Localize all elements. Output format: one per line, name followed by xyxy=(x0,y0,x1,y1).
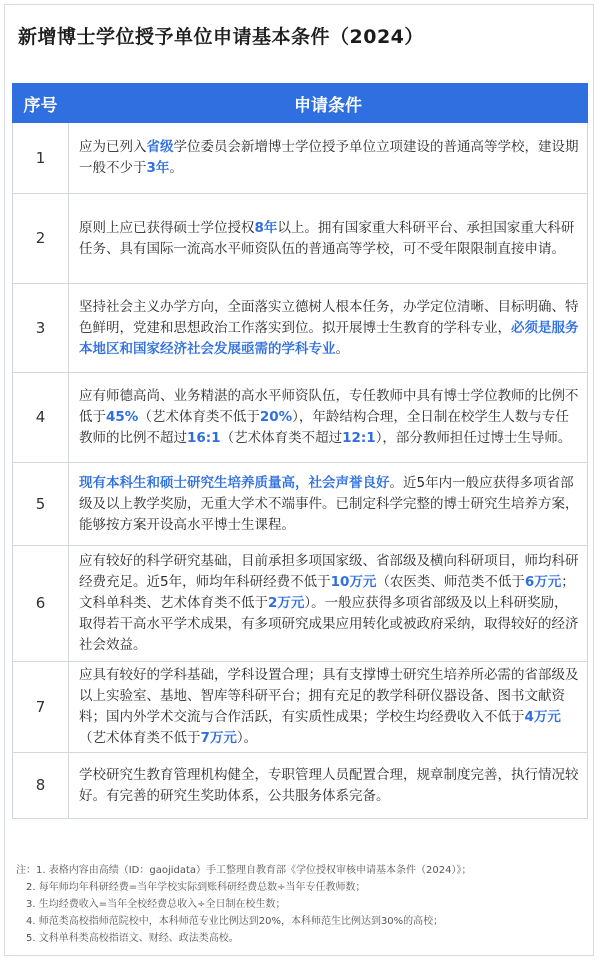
header-condition: 申请条件 xyxy=(69,84,588,123)
highlight-text: 45% xyxy=(106,409,139,425)
row-number: 1 xyxy=(13,123,69,194)
row-condition xyxy=(69,123,588,194)
condition-text: ），部分教师担任过博士生导师。 xyxy=(375,430,572,446)
highlight-text: 12:1 xyxy=(342,430,376,446)
condition-text: 以上。拥有国家重大科研平台、承担国家重大科研任务、具有国际一流高水平师资队伍的普通高等学校，可不受年限限制直接申请。 xyxy=(79,219,575,257)
row-condition xyxy=(69,373,588,463)
row-condition xyxy=(69,753,588,819)
highlight-text: 省级 xyxy=(146,139,174,155)
row-condition xyxy=(69,463,588,546)
highlight-text: 2万元 xyxy=(268,595,305,611)
footnote-line: 2. 每年师均年科研经费=当年学校实际到账科研经费总数÷当年专任教师数； xyxy=(26,882,366,893)
row-number: 4 xyxy=(13,373,69,463)
highlight-text: 20% xyxy=(259,409,293,425)
highlight-text: 6万元 xyxy=(524,574,562,590)
condition-text: 。 xyxy=(335,340,349,357)
table-row xyxy=(13,194,588,284)
condition-text: 。近5年内一般应获得多项省部级及以上教学奖励，无重大学术不端事件。已制定科学完整的博士研究生培养方案，能够按方案开设高水平博士生课程。 xyxy=(79,474,579,533)
row-number: 2 xyxy=(13,194,69,284)
condition-text: （艺术体育类不低于 xyxy=(79,730,201,746)
highlight-text: 4万元 xyxy=(524,709,561,725)
row-number: 5 xyxy=(13,463,69,546)
highlight-text: 现有本科生和硕士研究生培养质量高，社会声誉良好 xyxy=(79,474,390,491)
row-condition xyxy=(69,546,588,662)
condition-text: ），年龄结构合理，全日制在校学生人数与专任教师的比例不超过 xyxy=(79,409,569,446)
footnote-line: 4. 师范类高校指师范院校中，本科师范专业比例达到20%，本科师范生比例达到30%的高校； xyxy=(26,916,444,927)
table-row xyxy=(13,546,588,662)
row-condition xyxy=(69,284,588,373)
highlight-text: 必须是服务本地区和国家经济社会发展亟需的学科专业 xyxy=(79,319,579,357)
row-condition xyxy=(69,662,588,753)
footnote-line: 5. 文科单科类高校指语文、财经、政法类高校。 xyxy=(26,933,239,944)
row-number: 8 xyxy=(13,753,69,819)
condition-text: （农医类、师范类不低于 xyxy=(376,574,525,590)
condition-text: 应具有较好的学科基础，学科设置合理；具有支撑博士研究生培养所必需的省部级及以上实验室、基地、智库等科研平台；拥有充足的教学科研仪器设备、图书文献资料；国内外学术交流与合作活跃，有实质性成果；学校生均经费收入不低于 xyxy=(79,667,579,725)
row-condition xyxy=(69,194,588,284)
condition-text: 原则上应已获得硕士学位授权 xyxy=(79,219,255,236)
condition-text: 应有师德高尚、业务精湛的高水平师资队伍，专任教师中具有博士学位教师的比例不低于 xyxy=(79,388,579,425)
condition-text: 应为已列入 xyxy=(79,139,147,155)
header-index: 序号 xyxy=(13,84,69,123)
condition-text: ）。一般应获得多项省部级及以上科研奖励，取得若干高水平学术成果，有多项研究成果应用转化或被政府采纳，取得较好的经济社会效益。 xyxy=(79,595,579,653)
condition-text: 。 xyxy=(169,160,183,176)
table-header-row xyxy=(13,84,588,123)
table-row xyxy=(13,662,588,753)
footnote-line: 注：1. 表格内容由高绩（ID：gaojidata）手工整理自教育部《学位授权审核申请基本条件（2024）》； xyxy=(16,865,472,876)
table-row xyxy=(13,284,588,373)
condition-text: 学位委员会新增博士学位授予单位立项建设的普通高等学校，建设期一般不少于 xyxy=(79,139,579,176)
condition-text: 应有较好的科学研究基础，目前承担多项国家级、省部级及横向科研项目，师均科研经费充足。近5年，师均年科研经费不低于 xyxy=(79,553,579,590)
highlight-text: 7万元 xyxy=(200,730,237,746)
conditions-table xyxy=(12,83,588,819)
row-number: 7 xyxy=(13,662,69,753)
row-number: 6 xyxy=(13,546,69,662)
row-number: 3 xyxy=(13,284,69,373)
condition-text: ）。 xyxy=(236,730,258,746)
highlight-text: 3年 xyxy=(146,160,170,176)
table-row xyxy=(13,123,588,194)
condition-text: （艺术体育类不超过 xyxy=(220,430,343,446)
footnotes xyxy=(16,862,586,947)
page-title: 新增博士学位授予单位申请基本条件（2024） xyxy=(18,26,424,48)
condition-text: 学校研究生教育管理机构健全，专职管理人员配置合理，规章制度完善，执行情况较好。有完善的研究生奖助体系，公共服务体系完备。 xyxy=(79,766,579,804)
highlight-text: 8年 xyxy=(254,219,278,236)
highlight-text: 10万元 xyxy=(330,574,377,590)
highlight-text: 16:1 xyxy=(187,430,221,446)
table-row xyxy=(13,463,588,546)
table-row xyxy=(13,753,588,819)
condition-text: 坚持社会主义办学方向，全面落实立德树人根本任务，办学定位清晰、目标明确、特色鲜明，党建和思想政治工作落实到位。拟开展博士生教育的学科专业， xyxy=(79,298,579,336)
footnote-line: 3. 生均经费收入=当年全校经费总收入÷全日制在校生数； xyxy=(26,899,286,910)
condition-text: ；文科单科类、艺术体育类不低于 xyxy=(79,574,575,611)
condition-text: （艺术体育类不低于 xyxy=(138,409,260,425)
table-row xyxy=(13,373,588,463)
